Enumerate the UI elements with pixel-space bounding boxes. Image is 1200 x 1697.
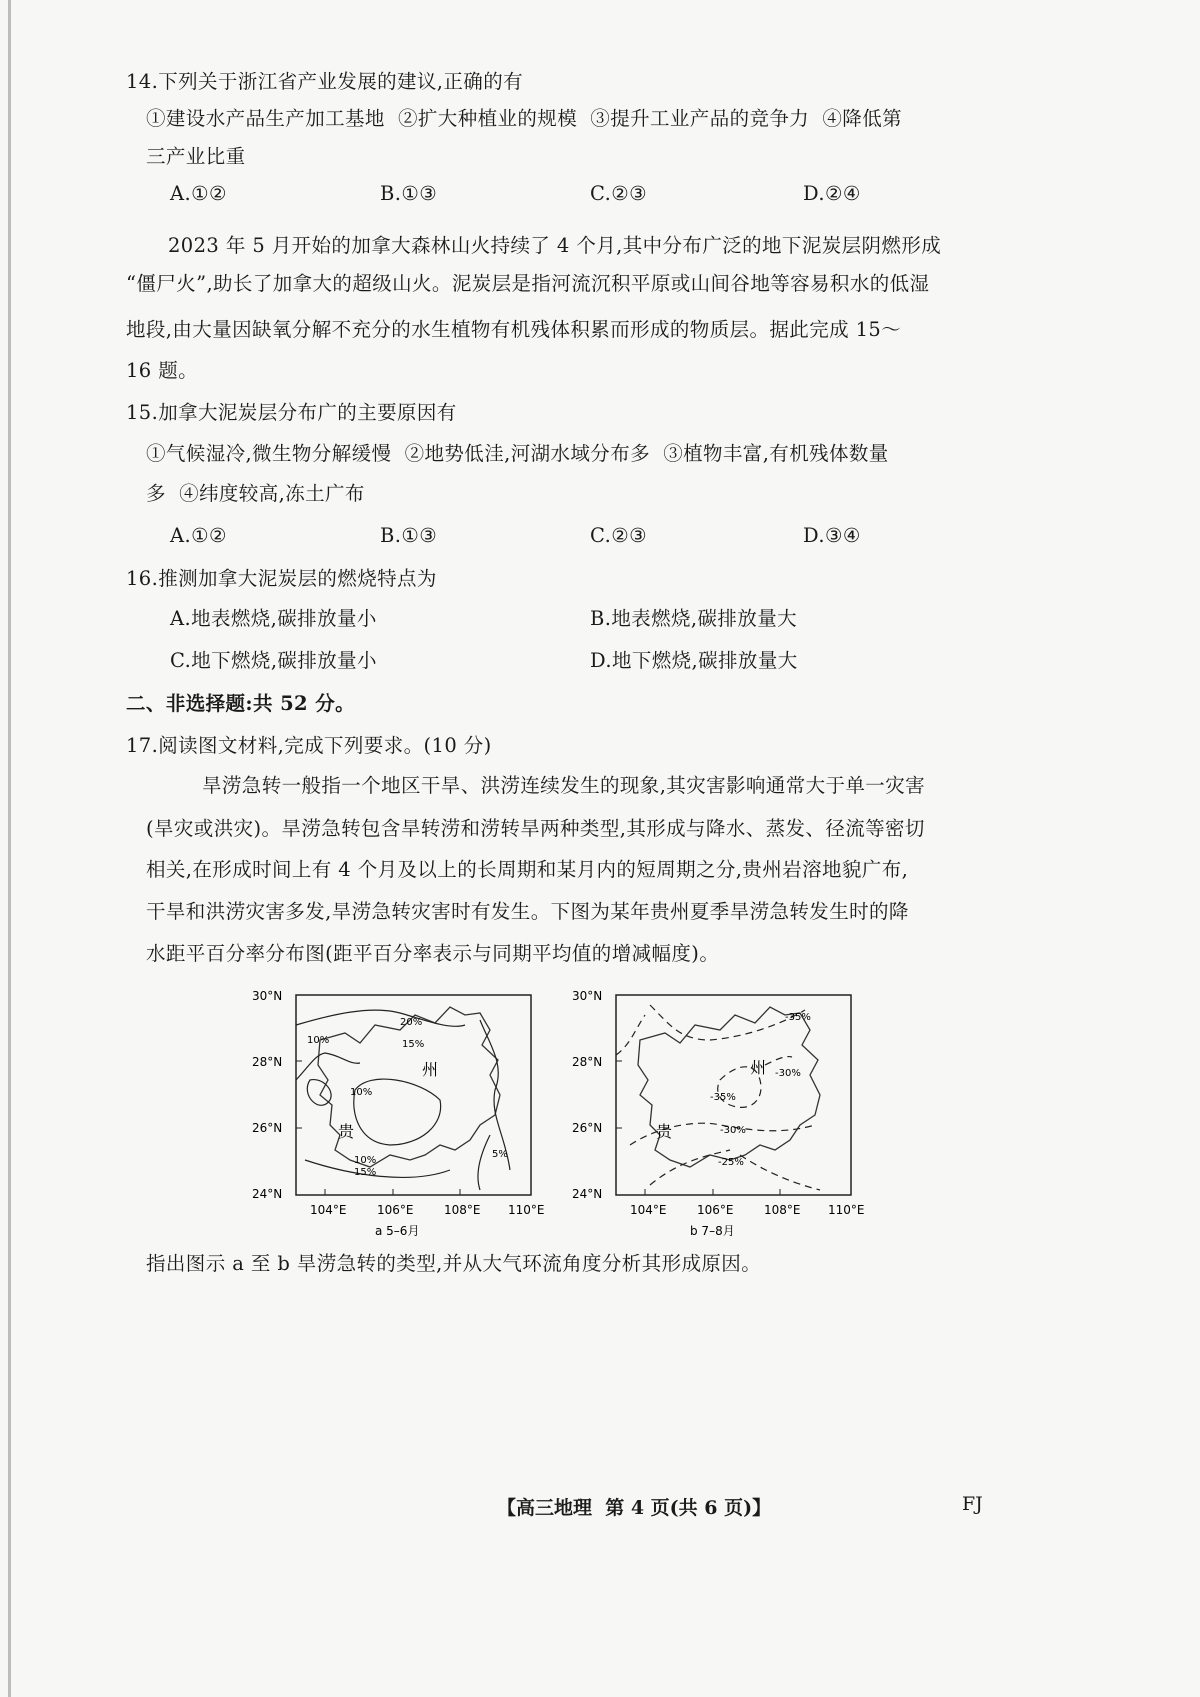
map-a-char-gui: 贵 bbox=[338, 1122, 355, 1141]
map-a-contour-label: 10% bbox=[354, 1155, 377, 1166]
map-b-guizhou-boundary bbox=[638, 1007, 820, 1167]
q17-para-line-4: 干旱和洪涝灾害多发,旱涝急转灾害时有发生。下图为某年贵州夏季旱涝急转发生时的降 bbox=[146, 900, 909, 923]
map-a-contour-label: 15% bbox=[402, 1039, 425, 1050]
q14-option-d: D.②④ bbox=[803, 182, 861, 205]
map-b-contour-label: -35% bbox=[710, 1092, 736, 1103]
map-b-contour-label: -30% bbox=[720, 1125, 746, 1136]
map-b-lon-108: 108°E bbox=[764, 1203, 801, 1217]
material-line-3: 地段,由大量因缺氧分解不充分的水生植物有机残体积累而形成的物质层。据此完成 15～ bbox=[126, 318, 902, 341]
map-b-caption: b 7–8月 bbox=[690, 1224, 735, 1238]
map-b-lon-104: 104°E bbox=[630, 1203, 667, 1217]
map-a-caption: a 5–6月 bbox=[375, 1224, 420, 1238]
map-a-contour-label: 20% bbox=[400, 1017, 423, 1028]
map-a-lon-106: 106°E bbox=[377, 1203, 414, 1217]
map-b-lon-110: 110°E bbox=[828, 1203, 865, 1217]
map-b-lat-24: 24°N bbox=[572, 1187, 603, 1201]
map-a-svg bbox=[250, 985, 550, 1250]
q16-option-a: A.地表燃烧,碳排放量小 bbox=[170, 607, 377, 630]
q14-option-a: A.①② bbox=[170, 182, 227, 205]
map-a-char-zhou: 州 bbox=[422, 1060, 439, 1079]
map-b-lat-30: 30°N bbox=[572, 989, 603, 1003]
map-a-lat-24: 24°N bbox=[252, 1187, 283, 1201]
q17-stem: 17.阅读图文材料,完成下列要求。(10 分) bbox=[126, 734, 492, 757]
material-line-2: “僵尸火”,助长了加拿大的超级山火。泥炭层是指河流沉积平原或山间谷地等容易积水的低湿 bbox=[126, 272, 930, 295]
map-b-char-gui: 贵 bbox=[656, 1122, 673, 1141]
map-b-svg bbox=[570, 985, 870, 1250]
section-2-heading: 二、非选择题:共 52 分。 bbox=[126, 692, 356, 715]
map-b-figure bbox=[570, 985, 870, 1250]
material-line-1: 2023 年 5 月开始的加拿大森林山火持续了 4 个月,其中分布广泛的地下泥炭层阴燃形成 bbox=[168, 234, 942, 257]
map-a-lat-28: 28°N bbox=[252, 1055, 283, 1069]
q16-option-d: D.地下燃烧,碳排放量大 bbox=[590, 649, 798, 672]
q15-option-c: C.②③ bbox=[590, 524, 647, 547]
q14-stem: 14.下列关于浙江省产业发展的建议,正确的有 bbox=[126, 70, 524, 93]
map-a-contour-label: 15% bbox=[354, 1167, 377, 1178]
q16-option-b: B.地表燃烧,碳排放量大 bbox=[590, 607, 798, 630]
q14-items-line1: ①建设水产品生产加工基地 ②扩大种植业的规模 ③提升工业产品的竞争力 ④降低第 bbox=[146, 107, 902, 130]
q15-stem: 15.加拿大泥炭层分布广的主要原因有 bbox=[126, 401, 457, 424]
map-a-lon-108: 108°E bbox=[444, 1203, 481, 1217]
map-b-contour-label: -35% bbox=[785, 1012, 811, 1023]
map-a-lon-104: 104°E bbox=[310, 1203, 347, 1217]
q16-stem: 16.推测加拿大泥炭层的燃烧特点为 bbox=[126, 567, 437, 590]
q17-para-line-3: 相关,在形成时间上有 4 个月及以上的长周期和某月内的短周期之分,贵州岩溶地貌广布, bbox=[146, 858, 909, 881]
map-a-contour-label: 10% bbox=[307, 1035, 330, 1046]
map-b-contour-label: -25% bbox=[718, 1157, 744, 1168]
q15-items-line2: 多 ④纬度较高,冻土广布 bbox=[146, 482, 365, 505]
q14-items-line2: 三产业比重 bbox=[146, 145, 246, 168]
q16-option-c: C.地下燃烧,碳排放量小 bbox=[170, 649, 377, 672]
map-a-lon-110: 110°E bbox=[508, 1203, 545, 1217]
q15-items-line1: ①气候湿冷,微生物分解缓慢 ②地势低洼,河湖水域分布多 ③植物丰富,有机残体数量 bbox=[146, 442, 889, 465]
map-b-char-zhou: 州 bbox=[750, 1058, 767, 1077]
map-a-guizhou-boundary bbox=[318, 1007, 500, 1167]
map-b-contour-label: -30% bbox=[775, 1068, 801, 1079]
q17-para-line-2: (旱灾或洪灾)。旱涝急转包含旱转涝和涝转旱两种类型,其形成与降水、蒸发、径流等密切 bbox=[146, 817, 925, 840]
q15-option-a: A.①② bbox=[170, 524, 227, 547]
map-a-contour-label: 10% bbox=[350, 1087, 373, 1098]
map-b-lat-26: 26°N bbox=[572, 1121, 603, 1135]
map-a-figure bbox=[250, 985, 550, 1250]
page-footer: 【高三地理 第 4 页(共 6 页)】 bbox=[497, 1497, 772, 1519]
q15-option-d: D.③④ bbox=[803, 524, 861, 547]
map-a-lat-26: 26°N bbox=[252, 1121, 283, 1135]
q17-task: 指出图示 a 至 b 旱涝急转的类型,并从大气环流角度分析其形成原因。 bbox=[146, 1252, 762, 1275]
q17-para-line-5: 水距平百分率分布图(距平百分率表示与同期平均值的增减幅度)。 bbox=[146, 942, 720, 965]
map-b-lat-28: 28°N bbox=[572, 1055, 603, 1069]
page-code: FJ bbox=[962, 1493, 983, 1515]
q15-option-b: B.①③ bbox=[380, 524, 438, 547]
map-a-contour-label: 5% bbox=[492, 1149, 508, 1160]
q14-option-b: B.①③ bbox=[380, 182, 438, 205]
q17-para-line-1: 旱涝急转一般指一个地区干旱、洪涝连续发生的现象,其灾害影响通常大于单一灾害 bbox=[202, 774, 925, 797]
material-line-4: 16 题。 bbox=[126, 359, 199, 382]
scan-edge bbox=[8, 0, 11, 1697]
q14-option-c: C.②③ bbox=[590, 182, 647, 205]
map-a-lat-30: 30°N bbox=[252, 989, 283, 1003]
map-b-lon-106: 106°E bbox=[697, 1203, 734, 1217]
